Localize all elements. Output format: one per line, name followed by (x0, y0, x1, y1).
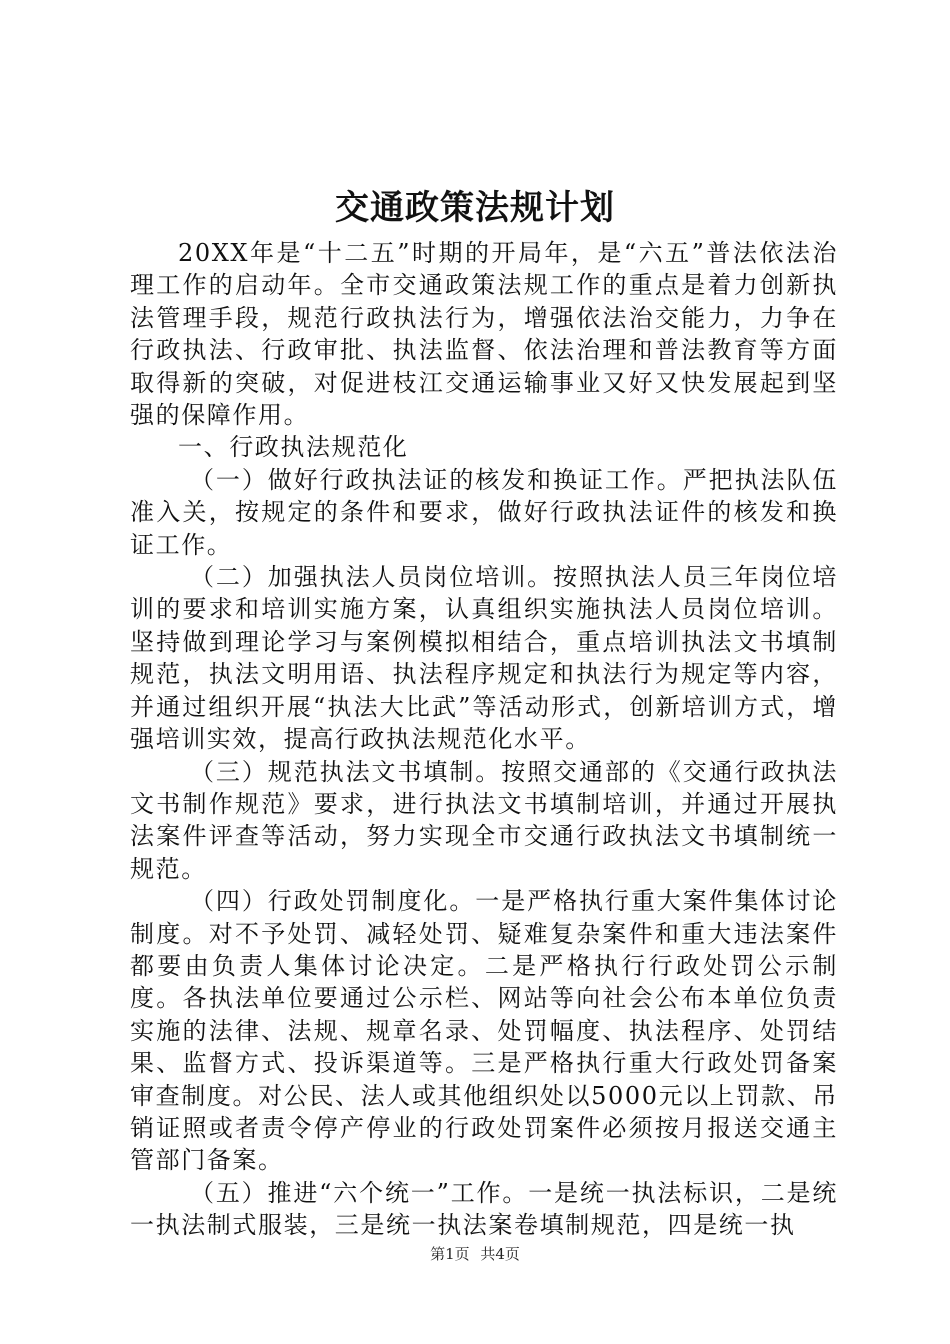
document-body (130, 237, 838, 1242)
page-footer (0, 1244, 950, 1264)
section-heading: 一、行政执法规范化 (178, 433, 409, 462)
item-paragraph-4: （四）行政处罚制度化。一是严格执行重大案件集体讨论制度。对不予处罚、减轻处罚、疑难复杂案件和重大违法案件都要由负责人集体讨论决定。二是严格执行行政处罚公示制度。各执法单位要通过公示栏、网站等向社会公布本单位负责实施的法律、法规、规章名录、处罚幅度、执法程序、处罚结果、监督方式、投诉渠道等。三是严格执行重大行政处罚备案审查制度。对公民、法人或其他组织处以5000元以上罚款、吊销证照或者责令停产停业的行政处罚案件必须按月报送交通主管部门备案。 (130, 887, 838, 1175)
item-paragraph-1: （一）做好行政执法证的核发和换证工作。严把执法队伍准入关，按规定的条件和要求，做好行政执法证件的核发和换证工作。 (130, 465, 838, 559)
document-title: 交通政策法规计划 (335, 188, 615, 228)
item-paragraph-5: （五）推进“六个统一”工作。一是统一执法标识，二是统一执法制式服装，三是统一执法案卷填制规范，四是统一执 (130, 1178, 838, 1240)
page-number: 第1页 (430, 1245, 470, 1263)
item-paragraph-2: （二）加强执法人员岗位培训。按照执法人员三年岗位培训的要求和培训实施方案，认真组织实施执法人员岗位培训。坚持做到理论学习与案例模拟相结合，重点培训执法文书填制规范，执法文明用语、执法程序规定和执法行为规定等内容，并通过组织开展“执法大比武”等活动形式，创新培训方式，增强培训实效，提高行政执法规范化水平。 (130, 563, 838, 754)
intro-paragraph: 20XX年是“十二五”时期的开局年，是“六五”普法依法治理工作的启动年。全市交通政策法规工作的重点是着力创新执法管理手段，规范行政执法行为，增强依法治交能力，力争在行政执法、行政审批、执法监督、依法治理和普法教育等方面取得新的突破，对促进枝江交通运输事业又好又快发展起到坚强的保障作用。 (130, 239, 838, 430)
total-pages: 共4页 (480, 1245, 520, 1263)
item-paragraph-3: （三）规范执法文书填制。按照交通部的《交通行政执法文书制作规范》要求，进行执法文书填制培训，并通过开展执法案件评查等活动，努力实现全市交通行政执法文书填制统一规范。 (130, 757, 838, 883)
